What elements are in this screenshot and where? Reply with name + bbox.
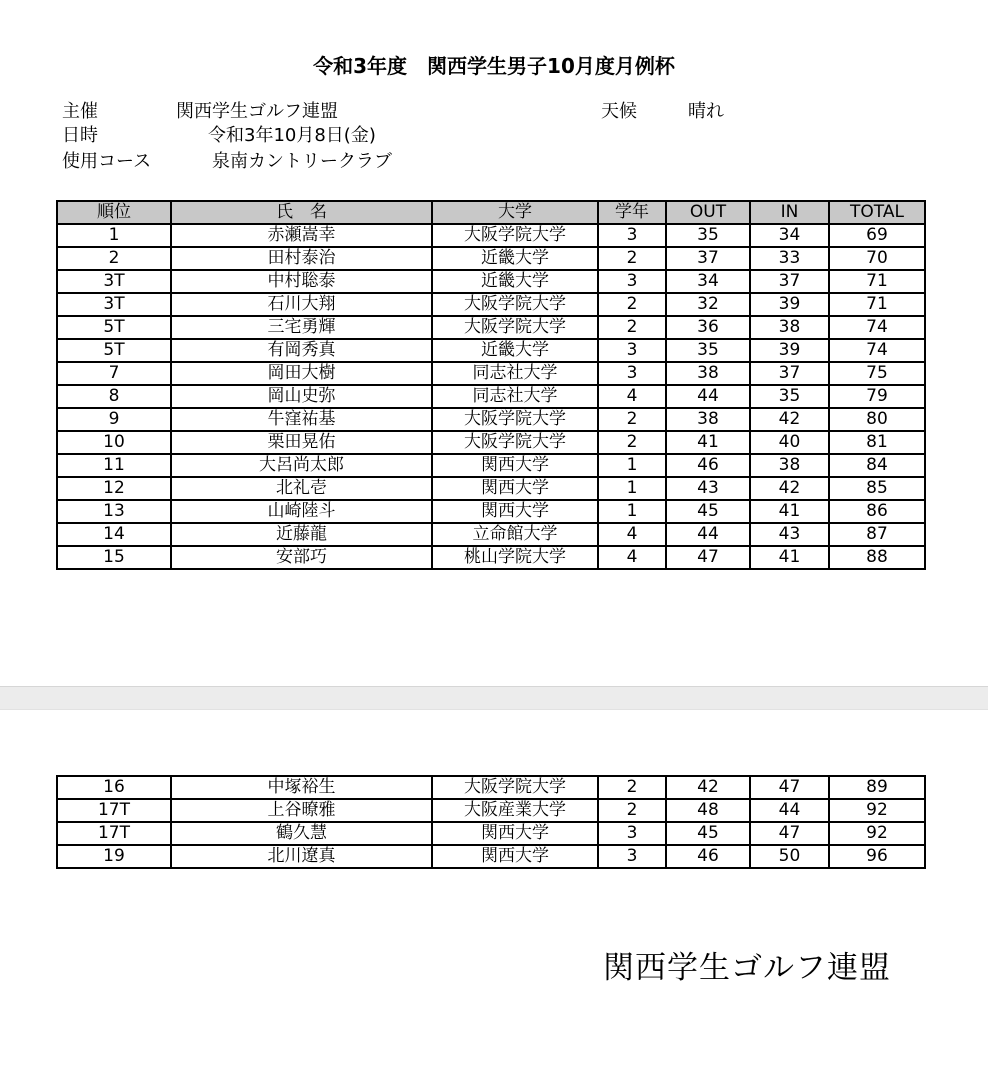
date-value: 令和3年10月8日(金) bbox=[208, 125, 376, 146]
cell-university: 関西大学 bbox=[432, 822, 598, 845]
cell-name: 北川遼真 bbox=[171, 845, 432, 868]
cell-name: 有岡秀真 bbox=[171, 339, 432, 362]
cell-university: 立命館大学 bbox=[432, 523, 598, 546]
cell-name: 北礼壱 bbox=[171, 477, 432, 500]
cell-grade: 3 bbox=[598, 224, 666, 247]
cell-university: 大阪学院大学 bbox=[432, 293, 598, 316]
cell-grade: 3 bbox=[598, 339, 666, 362]
header-name: 氏 名 bbox=[171, 201, 432, 224]
table-row bbox=[57, 845, 925, 868]
cell-total: 86 bbox=[829, 500, 925, 523]
cell-university: 同志社大学 bbox=[432, 385, 598, 408]
cell-name: 牛窪祐基 bbox=[171, 408, 432, 431]
table-row bbox=[57, 822, 925, 845]
cell-name: 山崎陸斗 bbox=[171, 500, 432, 523]
cell-total: 81 bbox=[829, 431, 925, 454]
cell-total: 75 bbox=[829, 362, 925, 385]
cell-grade: 1 bbox=[598, 500, 666, 523]
results-table bbox=[56, 200, 926, 570]
cell-total: 70 bbox=[829, 247, 925, 270]
cell-name: 赤瀬嵩幸 bbox=[171, 224, 432, 247]
cell-total: 87 bbox=[829, 523, 925, 546]
table-row bbox=[57, 339, 925, 362]
header-out: OUT bbox=[666, 201, 750, 224]
table-row bbox=[57, 799, 925, 822]
cell-rank: 17T bbox=[57, 799, 171, 822]
cell-university: 近畿大学 bbox=[432, 270, 598, 293]
page-separator bbox=[0, 686, 988, 710]
table-header-row bbox=[57, 201, 925, 224]
cell-total: 74 bbox=[829, 339, 925, 362]
cell-name: 安部巧 bbox=[171, 546, 432, 569]
cell-grade: 3 bbox=[598, 845, 666, 868]
cell-university: 近畿大学 bbox=[432, 339, 598, 362]
cell-total: 85 bbox=[829, 477, 925, 500]
cell-grade: 3 bbox=[598, 822, 666, 845]
cell-university: 大阪産業大学 bbox=[432, 799, 598, 822]
cell-grade: 4 bbox=[598, 385, 666, 408]
header-rank: 順位 bbox=[57, 201, 171, 224]
weather-value: 晴れ bbox=[688, 101, 724, 122]
course-label: 使用コース bbox=[62, 151, 152, 172]
cell-grade: 2 bbox=[598, 431, 666, 454]
cell-university: 関西大学 bbox=[432, 454, 598, 477]
document-title: 令和3年度 関西学生男子10月度月例杯 bbox=[313, 54, 675, 78]
cell-grade: 4 bbox=[598, 523, 666, 546]
cell-out: 35 bbox=[666, 224, 750, 247]
cell-out: 48 bbox=[666, 799, 750, 822]
cell-out: 35 bbox=[666, 339, 750, 362]
date-label: 日時 bbox=[62, 125, 98, 146]
cell-rank: 9 bbox=[57, 408, 171, 431]
cell-in: 37 bbox=[750, 362, 829, 385]
cell-grade: 3 bbox=[598, 362, 666, 385]
cell-grade: 1 bbox=[598, 477, 666, 500]
table-row bbox=[57, 362, 925, 385]
cell-university: 同志社大学 bbox=[432, 362, 598, 385]
header-in: IN bbox=[750, 201, 829, 224]
cell-out: 42 bbox=[666, 776, 750, 799]
cell-in: 34 bbox=[750, 224, 829, 247]
cell-out: 34 bbox=[666, 270, 750, 293]
cell-university: 大阪学院大学 bbox=[432, 408, 598, 431]
table-row bbox=[57, 408, 925, 431]
table-row bbox=[57, 293, 925, 316]
cell-in: 37 bbox=[750, 270, 829, 293]
organizer-value: 関西学生ゴルフ連盟 bbox=[176, 101, 338, 122]
cell-out: 36 bbox=[666, 316, 750, 339]
cell-university: 大阪学院大学 bbox=[432, 431, 598, 454]
cell-out: 37 bbox=[666, 247, 750, 270]
cell-in: 38 bbox=[750, 316, 829, 339]
cell-university: 関西大学 bbox=[432, 845, 598, 868]
cell-grade: 3 bbox=[598, 270, 666, 293]
cell-rank: 5T bbox=[57, 316, 171, 339]
cell-out: 44 bbox=[666, 523, 750, 546]
cell-total: 96 bbox=[829, 845, 925, 868]
cell-rank: 17T bbox=[57, 822, 171, 845]
cell-out: 45 bbox=[666, 822, 750, 845]
cell-in: 50 bbox=[750, 845, 829, 868]
cell-university: 関西大学 bbox=[432, 477, 598, 500]
cell-name: 石川大翔 bbox=[171, 293, 432, 316]
cell-university: 桃山学院大学 bbox=[432, 546, 598, 569]
table-row bbox=[57, 546, 925, 569]
cell-rank: 10 bbox=[57, 431, 171, 454]
table-row bbox=[57, 224, 925, 247]
cell-rank: 7 bbox=[57, 362, 171, 385]
cell-name: 中塚裕生 bbox=[171, 776, 432, 799]
cell-university: 大阪学院大学 bbox=[432, 776, 598, 799]
cell-grade: 2 bbox=[598, 247, 666, 270]
cell-rank: 19 bbox=[57, 845, 171, 868]
cell-total: 88 bbox=[829, 546, 925, 569]
cell-grade: 2 bbox=[598, 408, 666, 431]
cell-university: 大阪学院大学 bbox=[432, 316, 598, 339]
header-university: 大学 bbox=[432, 201, 598, 224]
cell-out: 47 bbox=[666, 546, 750, 569]
cell-in: 44 bbox=[750, 799, 829, 822]
cell-rank: 3T bbox=[57, 293, 171, 316]
cell-total: 89 bbox=[829, 776, 925, 799]
table-row bbox=[57, 316, 925, 339]
cell-out: 38 bbox=[666, 362, 750, 385]
table-row bbox=[57, 431, 925, 454]
cell-total: 71 bbox=[829, 293, 925, 316]
cell-name: 岡田大樹 bbox=[171, 362, 432, 385]
results-table-continued bbox=[56, 775, 926, 869]
cell-in: 41 bbox=[750, 546, 829, 569]
cell-grade: 2 bbox=[598, 293, 666, 316]
cell-out: 43 bbox=[666, 477, 750, 500]
cell-name: 中村聡泰 bbox=[171, 270, 432, 293]
cell-out: 45 bbox=[666, 500, 750, 523]
table-row bbox=[57, 454, 925, 477]
cell-university: 近畿大学 bbox=[432, 247, 598, 270]
cell-name: 田村泰治 bbox=[171, 247, 432, 270]
cell-in: 35 bbox=[750, 385, 829, 408]
cell-name: 三宅勇輝 bbox=[171, 316, 432, 339]
cell-in: 47 bbox=[750, 776, 829, 799]
cell-total: 79 bbox=[829, 385, 925, 408]
table-row bbox=[57, 385, 925, 408]
cell-in: 42 bbox=[750, 477, 829, 500]
cell-total: 92 bbox=[829, 822, 925, 845]
cell-out: 46 bbox=[666, 845, 750, 868]
cell-name: 近藤龍 bbox=[171, 523, 432, 546]
cell-in: 38 bbox=[750, 454, 829, 477]
cell-in: 39 bbox=[750, 293, 829, 316]
cell-rank: 1 bbox=[57, 224, 171, 247]
cell-rank: 13 bbox=[57, 500, 171, 523]
table-row bbox=[57, 477, 925, 500]
weather-label: 天候 bbox=[601, 101, 637, 122]
cell-university: 関西大学 bbox=[432, 500, 598, 523]
table-row bbox=[57, 523, 925, 546]
cell-name: 上谷暸雅 bbox=[171, 799, 432, 822]
cell-rank: 15 bbox=[57, 546, 171, 569]
header-grade: 学年 bbox=[598, 201, 666, 224]
document-page-2 bbox=[0, 710, 988, 1083]
cell-total: 74 bbox=[829, 316, 925, 339]
cell-in: 33 bbox=[750, 247, 829, 270]
cell-in: 47 bbox=[750, 822, 829, 845]
cell-total: 92 bbox=[829, 799, 925, 822]
cell-in: 41 bbox=[750, 500, 829, 523]
cell-in: 39 bbox=[750, 339, 829, 362]
header-total: TOTAL bbox=[829, 201, 925, 224]
cell-rank: 14 bbox=[57, 523, 171, 546]
table-row bbox=[57, 776, 925, 799]
cell-total: 84 bbox=[829, 454, 925, 477]
cell-grade: 4 bbox=[598, 546, 666, 569]
cell-out: 46 bbox=[666, 454, 750, 477]
organizer-label: 主催 bbox=[62, 101, 98, 122]
footer-organization: 関西学生ゴルフ連盟 bbox=[603, 950, 891, 986]
cell-rank: 5T bbox=[57, 339, 171, 362]
cell-out: 38 bbox=[666, 408, 750, 431]
cell-in: 40 bbox=[750, 431, 829, 454]
cell-grade: 1 bbox=[598, 454, 666, 477]
table-row bbox=[57, 247, 925, 270]
cell-in: 42 bbox=[750, 408, 829, 431]
cell-total: 80 bbox=[829, 408, 925, 431]
cell-rank: 11 bbox=[57, 454, 171, 477]
cell-rank: 8 bbox=[57, 385, 171, 408]
cell-rank: 12 bbox=[57, 477, 171, 500]
cell-rank: 2 bbox=[57, 247, 171, 270]
cell-rank: 16 bbox=[57, 776, 171, 799]
cell-grade: 2 bbox=[598, 316, 666, 339]
cell-name: 岡山史弥 bbox=[171, 385, 432, 408]
cell-out: 41 bbox=[666, 431, 750, 454]
cell-rank: 3T bbox=[57, 270, 171, 293]
cell-university: 大阪学院大学 bbox=[432, 224, 598, 247]
table-row bbox=[57, 500, 925, 523]
cell-name: 大呂尚太郎 bbox=[171, 454, 432, 477]
cell-out: 32 bbox=[666, 293, 750, 316]
cell-out: 44 bbox=[666, 385, 750, 408]
cell-total: 69 bbox=[829, 224, 925, 247]
cell-name: 鶴久慧 bbox=[171, 822, 432, 845]
cell-total: 71 bbox=[829, 270, 925, 293]
cell-name: 栗田晃佑 bbox=[171, 431, 432, 454]
table-row bbox=[57, 270, 925, 293]
cell-in: 43 bbox=[750, 523, 829, 546]
course-value: 泉南カントリークラブ bbox=[212, 151, 392, 172]
cell-grade: 2 bbox=[598, 776, 666, 799]
cell-grade: 2 bbox=[598, 799, 666, 822]
